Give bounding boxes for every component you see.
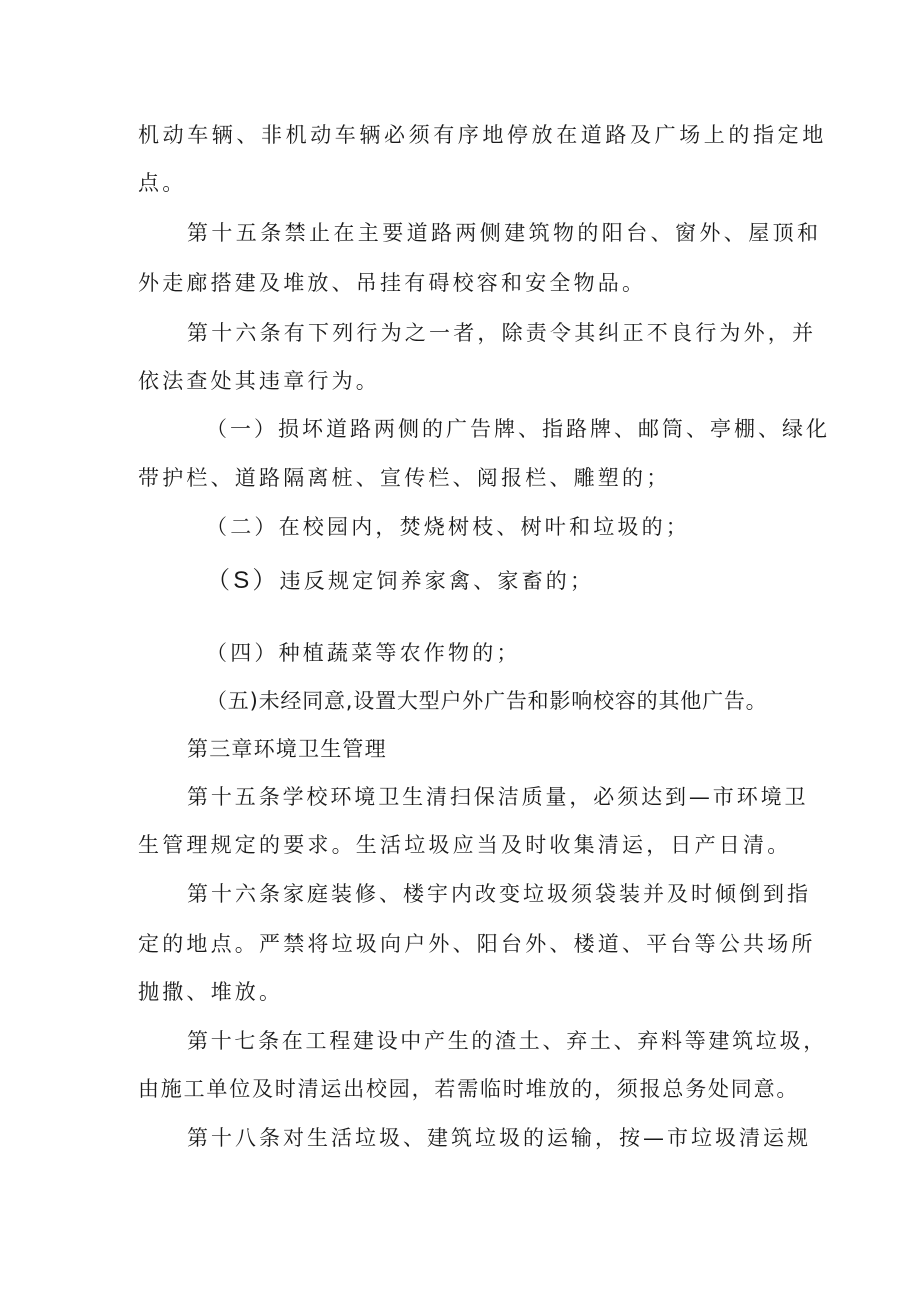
list-item-1: （一）损坏道路两侧的广告牌、指路牌、邮筒、亭棚、绿化 <box>206 417 830 441</box>
text-line: 抛撒、堆放。 <box>138 980 284 1004</box>
text-line: 第十六条家庭装修、楼宇内改变垃圾须袋装并及时倾倒到指 <box>187 882 811 906</box>
article-16-line: 第十六条有下列行为之一者，除责令其纠正不良行为外，并 <box>187 321 817 345</box>
text-line: 第十七条在工程建设中产生的渣土、弃土、弃料等建筑垃圾， <box>187 1029 827 1053</box>
text-line: 由施工单位及时清运出校园，若需临时堆放的，须报总务处同意。 <box>138 1077 800 1101</box>
text-line: 点。 <box>138 171 187 195</box>
list-item-5: （五)未经同意,设置大型户外广告和影响校容的其他广告。 <box>206 689 768 713</box>
text-line: 定的地点。严禁将垃圾向户外、阳台外、楼道、平台等公共场所 <box>138 932 816 956</box>
text-line: 生管理规定的要求。生活垃圾应当及时收集清运，日产日清。 <box>138 833 792 857</box>
text-line: 带护栏、道路隔离桩、宣传栏、阅报栏、雕塑的； <box>138 466 671 490</box>
text-line: 机动车辆、非机动车辆必须有序地停放在道路及广场上的指定地 <box>138 123 827 147</box>
list-item-3 <box>206 566 594 596</box>
chapter-heading: 第三章环境卫生管理 <box>187 737 387 761</box>
list-item-2: （二）在校园内，焚烧树枝、树叶和垃圾的； <box>206 515 690 539</box>
article-15-line: 第十五条禁止在主要道路两侧建筑物的阳台、窗外、屋顶和 <box>187 221 822 245</box>
list-item-3-text: 违反规定饲养家禽、家畜的； <box>279 569 595 593</box>
text-line: 外走廊搭建及堆放、吊挂有碍校容和安全物品。 <box>138 271 647 295</box>
list-item-4: （四）种植蔬菜等农作物的； <box>206 641 521 665</box>
text-line: 第十八条对生活垃圾、建筑垃圾的运输，按—市垃圾清运规 <box>187 1126 811 1150</box>
text-line: 第十五条学校环境卫生清扫保洁质量，必须达到—市环境卫 <box>187 785 809 809</box>
text-line: 依法查处其违章行为。 <box>138 369 380 393</box>
list-item-3-marker: （S） <box>206 567 280 594</box>
